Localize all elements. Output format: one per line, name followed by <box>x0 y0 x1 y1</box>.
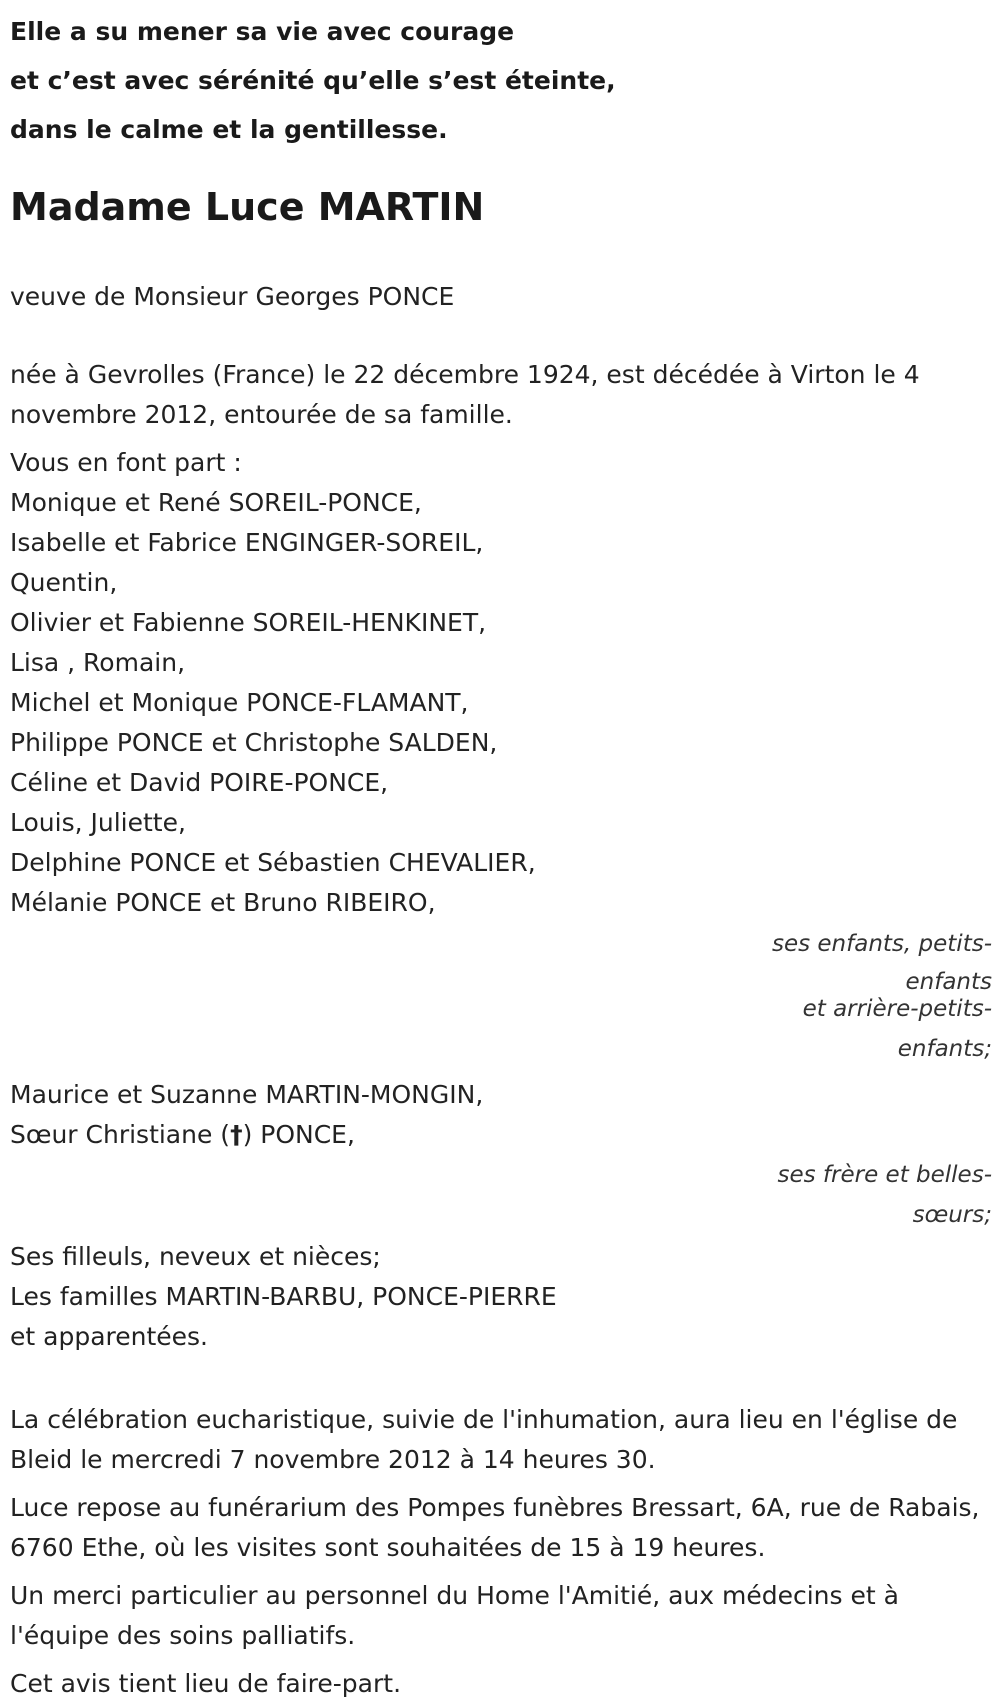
children-role-part-2: et arrière-petits-enfants; <box>802 996 992 1062</box>
list-item: Lisa , Romain, <box>10 648 186 677</box>
thanks-note: Un merci particulier au personnel du Home l'Amitié, aux médecins et à l'équipe des soins palliatifs. <box>10 1581 899 1650</box>
children-role-part-1: ses enfants, petits-enfants <box>771 931 992 995</box>
sibling-line-2-start: Sœur Christiane ( <box>10 1120 231 1149</box>
siblings-list <box>10 1075 990 1155</box>
list-item: Céline et David POIRE-PONCE, <box>10 768 389 797</box>
list-item: Michel et Monique PONCE-FLAMANT, <box>10 688 469 717</box>
siblings-role: ses frère et belles-sœurs; <box>777 1162 992 1228</box>
funeral-home-details: Luce repose au funérarium des Pompes funèbres Bressart, 6A, rue de Rabais, 6760 Ethe, où les visites sont souhaitées de 15 à 19 heures. <box>10 1493 980 1562</box>
list-item: Ses filleuls, neveux et nièces; <box>10 1242 381 1271</box>
deceased-name: Madame Luce MARTIN <box>10 185 485 229</box>
obituary-notice <box>10 0 990 1704</box>
list-item: Philippe PONCE et Christophe SALDEN, <box>10 728 498 757</box>
other-relatives <box>10 1237 990 1357</box>
birth-death-statement: née à Gevrolles (France) le 22 décembre 1924, est décédée à Virton le 4 novembre 2012, entourée de sa famille. <box>10 360 920 429</box>
quote-line-3: dans le calme et la gentillesse. <box>10 115 448 144</box>
list-item: Delphine PONCE et Sébastien CHEVALIER, <box>10 848 536 877</box>
cross-icon: † <box>230 1120 243 1149</box>
list-item: Louis, Juliette, <box>10 808 186 837</box>
children-list <box>10 483 990 923</box>
sibling-line-2 <box>10 1115 990 1155</box>
quote-line-1: Elle a su mener sa vie avec courage <box>10 17 515 46</box>
sibling-line-2-end: ) PONCE, <box>242 1120 355 1149</box>
list-item: Les familles MARTIN-BARBU, PONCE-PIERRE <box>10 1282 557 1311</box>
announcers-intro: Vous en font part : <box>10 448 242 477</box>
list-item: Isabelle et Fabrice ENGINGER-SOREIL, <box>10 528 484 557</box>
list-item: et apparentées. <box>10 1322 208 1351</box>
epigraph-quote <box>10 0 990 154</box>
list-item: Quentin, <box>10 568 118 597</box>
widow-of: veuve de Monsieur Georges PONCE <box>10 282 455 311</box>
list-item: Olivier et Fabienne SOREIL-HENKINET, <box>10 608 487 637</box>
quote-line-2: et c’est avec sérénité qu’elle s’est éteinte, <box>10 66 616 95</box>
ceremony-details: La célébration eucharistique, suivie de l'inhumation, aura lieu en l'église de Bleid le mercredi 7 novembre 2012 à 14 heures 30. <box>10 1405 958 1474</box>
list-item: Monique et René SOREIL-PONCE, <box>10 488 422 517</box>
list-item: Mélanie PONCE et Bruno RIBEIRO, <box>10 888 436 917</box>
sibling-line-1: Maurice et Suzanne MARTIN-MONGIN, <box>10 1080 484 1109</box>
closing-note: Cet avis tient lieu de faire-part. <box>10 1669 402 1698</box>
